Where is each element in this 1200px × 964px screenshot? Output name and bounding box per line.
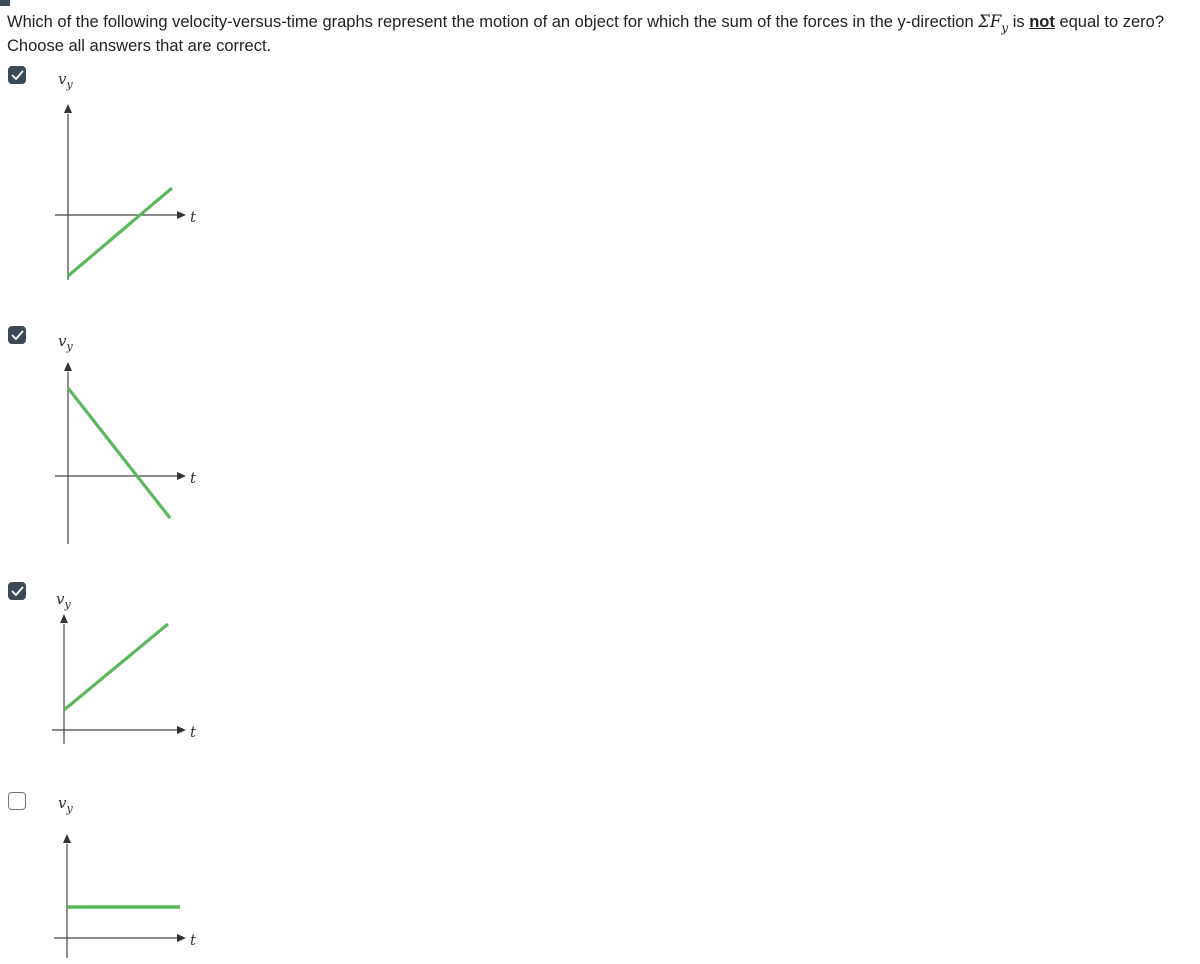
vy-axis-label — [58, 332, 73, 353]
sum-forces-subscript: y — [1001, 21, 1009, 35]
velocity-time-graph-1 — [0, 64, 220, 300]
vertical-axis-arrowhead — [63, 834, 71, 843]
vy-axis-letter: v — [58, 794, 67, 812]
vy-axis-label — [56, 590, 71, 611]
vertical-axis-arrowhead — [60, 614, 68, 623]
question-emphasis-not: not — [1029, 13, 1055, 31]
t-axis-label: t — [190, 931, 197, 949]
vy-axis-subscript: y — [66, 340, 73, 353]
horizontal-axis-arrowhead — [177, 934, 186, 942]
horizontal-axis-arrowhead — [177, 726, 186, 734]
vy-axis-subscript: y — [64, 598, 71, 611]
sum-forces-symbol: ΣF — [978, 12, 1002, 31]
velocity-time-graph-4 — [0, 790, 220, 962]
question-text-after: equal to zero? Choose all answers that are correct. — [7, 13, 1165, 55]
question-text-is: is — [1008, 13, 1030, 31]
t-axis-label: t — [190, 208, 197, 226]
vy-axis-subscript: y — [66, 78, 73, 91]
vy-axis-letter: v — [58, 70, 67, 88]
answer-option-4[interactable] — [0, 790, 260, 962]
vy-axis-letter: v — [58, 332, 67, 350]
vy-axis-subscript: y — [66, 802, 73, 815]
answer-option-3[interactable] — [0, 580, 260, 760]
vy-axis-letter: v — [56, 590, 65, 608]
answer-option-1[interactable] — [0, 64, 260, 300]
vertical-axis-arrowhead — [64, 104, 72, 113]
t-axis-label: t — [190, 723, 197, 741]
velocity-line — [68, 388, 170, 518]
vertical-axis-arrowhead — [64, 362, 72, 371]
question-text-before: Which of the following velocity-versus-time graphs represent the motion of an object for which the sum of the forces in the y-direction — [7, 13, 979, 31]
velocity-line — [68, 188, 172, 276]
vy-axis-label — [58, 70, 73, 91]
corner-marker — [0, 0, 10, 6]
answer-option-2[interactable] — [0, 322, 260, 558]
t-axis-label: t — [190, 469, 197, 487]
velocity-line — [64, 624, 168, 710]
velocity-time-graph-3 — [0, 580, 220, 760]
vy-axis-label — [58, 794, 73, 815]
velocity-time-graph-2 — [0, 322, 220, 558]
horizontal-axis-arrowhead — [177, 472, 186, 480]
horizontal-axis-arrowhead — [177, 211, 186, 219]
question-text — [7, 10, 1197, 58]
